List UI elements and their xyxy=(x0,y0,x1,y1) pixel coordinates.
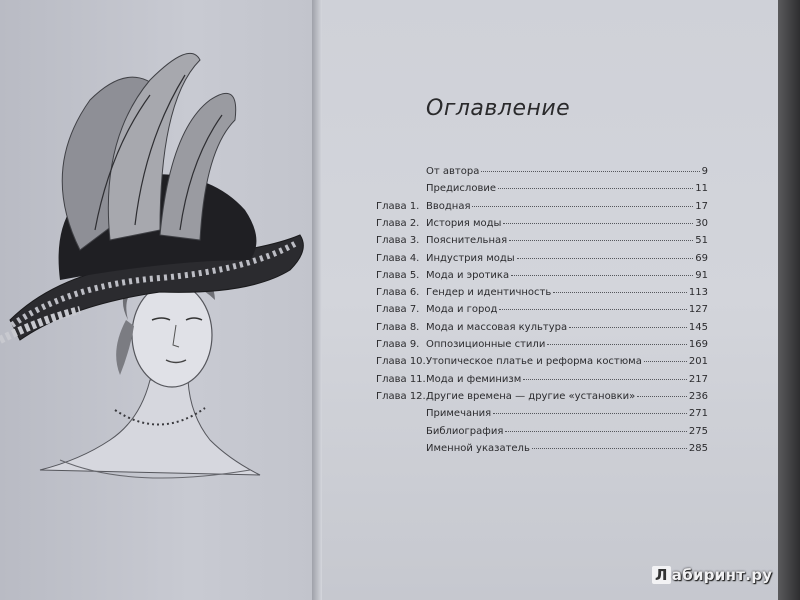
toc-entry xyxy=(426,253,708,264)
toc-entry-title: Предисловие xyxy=(426,183,496,194)
toc-page-number: 91 xyxy=(695,270,708,281)
toc-page-number: 217 xyxy=(688,374,708,385)
toc-dot-leader xyxy=(509,240,693,241)
toc-entry-title: Вводная xyxy=(426,201,471,212)
page-title: Оглавление xyxy=(426,96,571,121)
toc-row xyxy=(376,441,708,457)
toc-row xyxy=(376,181,708,197)
toc-page-number: 145 xyxy=(688,322,708,333)
toc-entry-title: Индустрия моды xyxy=(426,253,515,264)
toc-page-number: 11 xyxy=(695,183,708,194)
toc-row xyxy=(376,199,708,215)
toc-row xyxy=(376,424,708,440)
toc-page-number: 271 xyxy=(688,408,708,419)
toc-row xyxy=(376,233,708,249)
toc-row xyxy=(376,268,708,284)
toc-page-number: 127 xyxy=(688,304,708,315)
toc-entry xyxy=(426,391,708,402)
toc-dot-leader xyxy=(637,396,687,397)
toc-page-number: 9 xyxy=(701,166,708,177)
toc-chapter-number: Глава 7. xyxy=(376,304,420,315)
left-page xyxy=(0,0,318,600)
toc-entry-title: Мода и феминизм xyxy=(426,374,522,385)
toc-dot-leader xyxy=(472,206,693,207)
toc-chapter-number: Глава 1. xyxy=(376,201,420,212)
toc-chapter-number: Глава 10. xyxy=(376,356,426,367)
toc-page-number: 285 xyxy=(688,443,708,454)
toc-row xyxy=(376,337,708,353)
toc-entry xyxy=(426,356,708,367)
toc-entry-title: Библиография xyxy=(426,426,504,437)
toc-entry xyxy=(426,322,708,333)
toc-row xyxy=(376,216,708,232)
toc-row xyxy=(376,389,708,405)
toc-entry-title: Гендер и идентичность xyxy=(426,287,552,298)
toc-dot-leader xyxy=(505,431,687,432)
toc-entry xyxy=(426,183,708,194)
toc-entry-title: Примечания xyxy=(426,408,492,419)
toc-chapter-number: Глава 11. xyxy=(376,374,426,385)
toc-row xyxy=(376,251,708,267)
toc-entry-title: Мода и массовая культура xyxy=(426,322,568,333)
toc-dot-leader xyxy=(532,448,687,449)
toc-entry xyxy=(426,270,708,281)
toc-dot-leader xyxy=(547,344,687,345)
toc-chapter-number: Глава 9. xyxy=(376,339,420,350)
toc-page-number: 113 xyxy=(688,287,708,298)
toc-row xyxy=(376,302,708,318)
toc-page-number: 201 xyxy=(688,356,708,367)
toc-entry xyxy=(426,235,708,246)
toc-entry xyxy=(426,201,708,212)
toc-chapter-number: Глава 12. xyxy=(376,391,426,402)
toc-entry xyxy=(426,408,708,419)
toc-entry-title: Именной указатель xyxy=(426,443,530,454)
labirint-watermark xyxy=(652,566,772,584)
toc-entry-title: Пояснительная xyxy=(426,235,508,246)
toc-entry-title: Мода и город xyxy=(426,304,498,315)
toc-dot-leader xyxy=(503,223,693,224)
toc-entry-title: Мода и эротика xyxy=(426,270,510,281)
toc-chapter-number: Глава 3. xyxy=(376,235,420,246)
toc-dot-leader xyxy=(493,413,687,414)
toc-entry-title: От автора xyxy=(426,166,480,177)
toc-chapter-number: Глава 2. xyxy=(376,218,420,229)
toc-entry-title: Другие времена — другие «установки» xyxy=(426,391,636,402)
lady-in-plumed-hat-illustration xyxy=(0,20,318,490)
toc-entry xyxy=(426,443,708,454)
toc-page-number: 275 xyxy=(688,426,708,437)
toc-entry xyxy=(426,166,708,177)
toc-entry xyxy=(426,218,708,229)
toc-chapter-number: Глава 8. xyxy=(376,322,420,333)
toc-chapter-number: Глава 6. xyxy=(376,287,420,298)
toc-chapter-number: Глава 4. xyxy=(376,253,420,264)
toc-dot-leader xyxy=(481,171,699,172)
toc-page-number: 236 xyxy=(688,391,708,402)
toc-row xyxy=(376,372,708,388)
toc-dot-leader xyxy=(644,361,687,362)
toc-dot-leader xyxy=(498,188,693,189)
toc-dot-leader xyxy=(499,309,687,310)
toc-entry xyxy=(426,304,708,315)
toc-page-number: 169 xyxy=(688,339,708,350)
toc-entry xyxy=(426,287,708,298)
toc-page-number: 51 xyxy=(695,235,708,246)
toc-entry-title: Оппозиционные стили xyxy=(426,339,546,350)
toc-entry xyxy=(426,426,708,437)
toc-row xyxy=(376,354,708,370)
toc-dot-leader xyxy=(569,327,687,328)
toc-row xyxy=(376,320,708,336)
toc-entry-title: Утопическое платье и реформа костюма xyxy=(426,356,642,367)
toc-entry xyxy=(426,374,708,385)
labirint-logo: Л xyxy=(652,566,671,584)
toc-dot-leader xyxy=(517,258,694,259)
toc-row xyxy=(376,406,708,422)
toc-row xyxy=(376,164,708,180)
toc-chapter-number: Глава 5. xyxy=(376,270,420,281)
toc-page-number: 30 xyxy=(695,218,708,229)
toc-entry xyxy=(426,339,708,350)
watermark-text: абиринт.ру xyxy=(671,566,773,584)
toc-row xyxy=(376,285,708,301)
toc-page-number: 17 xyxy=(695,201,708,212)
toc-dot-leader xyxy=(553,292,687,293)
page-edge-shadow xyxy=(778,0,800,600)
toc-dot-leader xyxy=(523,379,687,380)
toc-dot-leader xyxy=(511,275,693,276)
toc-page-number: 69 xyxy=(695,253,708,264)
toc-entry-title: История моды xyxy=(426,218,502,229)
